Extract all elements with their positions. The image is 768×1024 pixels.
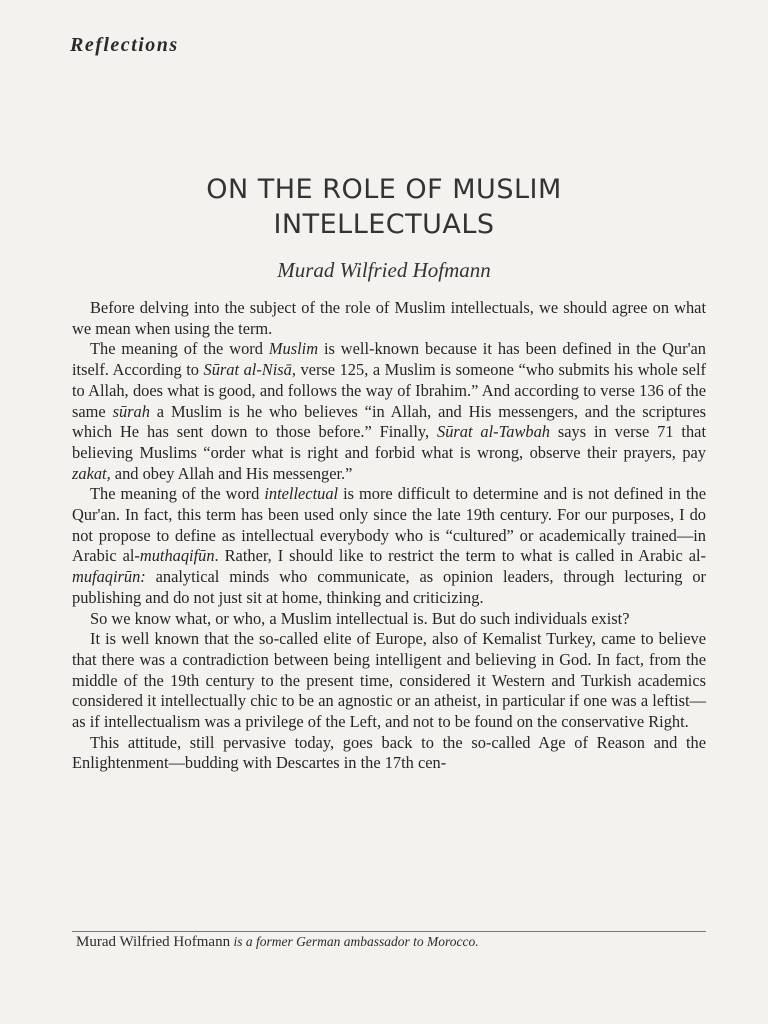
footnote-divider bbox=[72, 931, 706, 932]
italic-term: Muslim bbox=[268, 339, 319, 359]
italic-term: zakat, bbox=[72, 463, 111, 483]
paragraph-3 bbox=[72, 484, 706, 608]
text-run: is well-known because it has been defined in the Qur'an itself. According to bbox=[72, 339, 706, 380]
italic-term: sūrah bbox=[112, 401, 150, 421]
paragraph-1: Before delving into the subject of the role of Muslim intellectuals, we should agree on what we mean when using the term. bbox=[72, 298, 706, 338]
text-run: is more difficult to determine and is not defined in the Qur'an. In fact, this term has been used only since the late 19th century. For our purposes, I do not propose to define as intellectual everybody who is “cultured” or academically trained—in Arabic al- bbox=[72, 484, 706, 566]
paragraph-6: This attitude, still pervasive today, goes back to the so-called Age of Reason and the Enlightenment—budding with Descartes in the 17th cen- bbox=[72, 732, 706, 773]
title-line-2: INTELLECTUALS bbox=[273, 209, 495, 240]
footnote-note: is a former German ambassador to Morocco. bbox=[230, 934, 479, 949]
article-title bbox=[0, 172, 768, 242]
article-author: Murad Wilfried Hofmann bbox=[277, 258, 491, 282]
section-label: Reflections bbox=[70, 34, 179, 56]
italic-term: mufaqirūn: bbox=[72, 567, 146, 587]
text-run: . Rather, I should like to restrict the term to what is called in Arabic al- bbox=[214, 546, 707, 566]
article-body bbox=[72, 298, 706, 774]
paragraph-4: So we know what, or who, a Muslim intellectual is. But do such individuals exist? bbox=[90, 608, 630, 628]
text-run: , verse 125, a Muslim is someone “who submits his whole self to Allah, does what is good, and follows the way of Ibrahim.” And according to verse 136 of the same bbox=[72, 360, 706, 421]
text-run: and obey Allah and His messenger.” bbox=[110, 463, 353, 483]
footnote-author: Murad Wilfried Hofmann bbox=[76, 934, 231, 950]
footnote bbox=[76, 934, 716, 951]
text-run: The meaning of the word bbox=[90, 339, 269, 359]
italic-term: Sūrat al-Nisā bbox=[203, 360, 292, 380]
title-line-1: ON THE ROLE OF MUSLIM bbox=[206, 174, 562, 205]
italic-term: Sūrat al-Tawbah bbox=[437, 422, 550, 442]
paragraph-2 bbox=[72, 339, 706, 484]
text-run: analytical minds who communicate, as opinion leaders, through lecturing or publishing and do not just sit at home, thinking and criticizing. bbox=[72, 567, 706, 607]
paragraph-5: It is well known that the so-called elite of Europe, also of Kemalist Turkey, came to believe that there was a contradiction between being intelligent and believing in God. In fact, from the middle of the 19th century to the present time, considered it Western and Turkish academics considered it intellectually chic to be an agnostic or an atheist, in particular if one was a leftist—as if intellectualism was a privilege of the Left, and not to be found on the conservative Right. bbox=[72, 629, 706, 732]
text-run: a Muslim is he who believes “in Allah, and His messengers, and the scriptures which He has sent down to those before.” Finally, bbox=[72, 401, 706, 442]
italic-term: muthaqifūn bbox=[139, 546, 215, 566]
text-run: The meaning of the word bbox=[90, 484, 265, 504]
italic-term: intellectual bbox=[264, 484, 339, 504]
text-run: says in verse 71 that believing Muslims “order what is right and forbid what is wrong, observe their prayers, pay bbox=[72, 422, 706, 462]
